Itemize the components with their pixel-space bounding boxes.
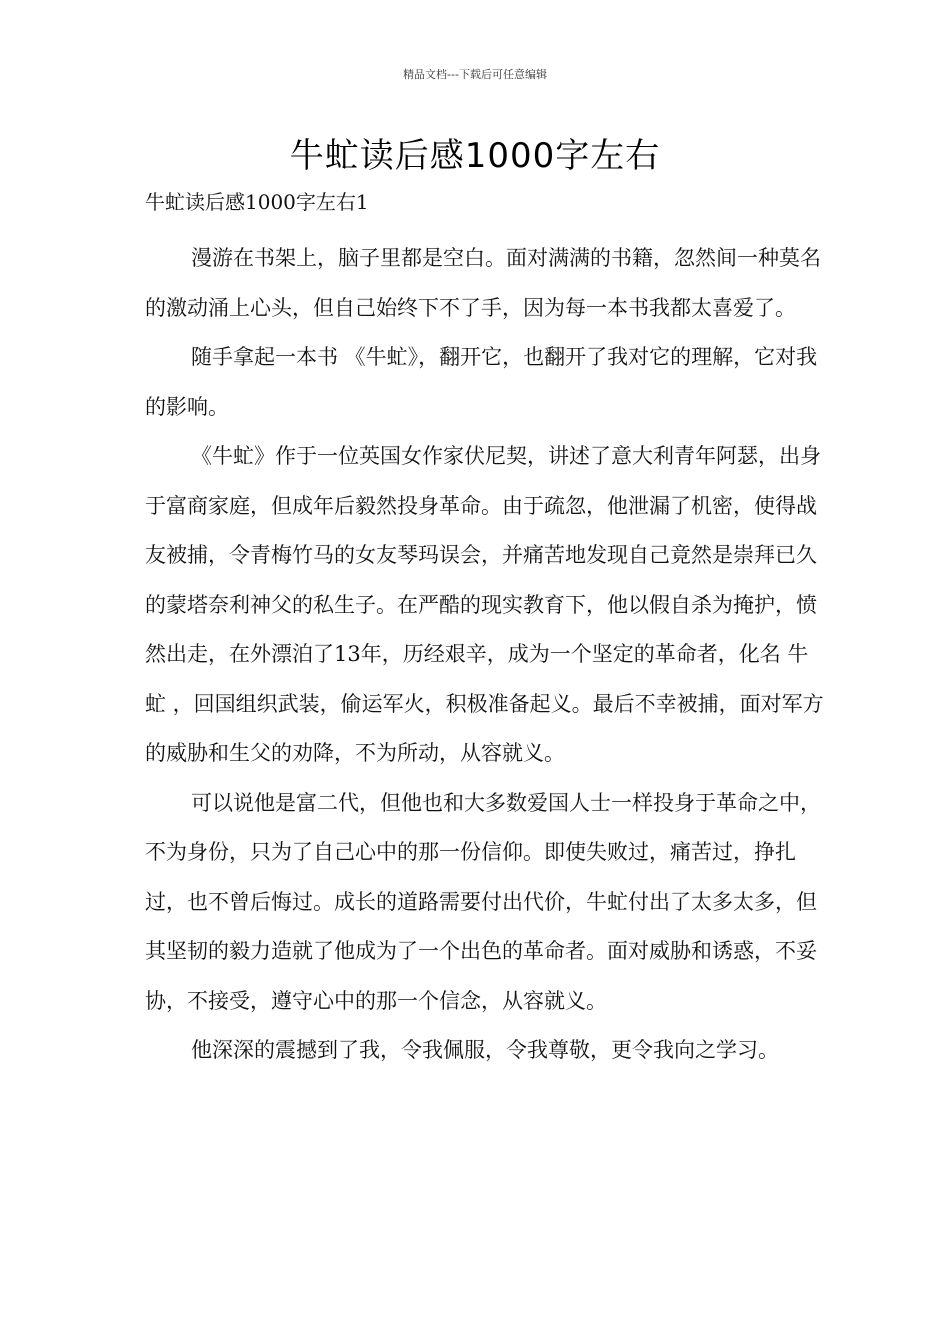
paragraph-text: 《牛虻》作于一位英国女作家伏尼契，讲述了意大利青年阿瑟，出身于富商家庭，但成年后毅然投身革命。由于疏忽，他泄漏了机密，使得战友被捕，令青梅竹马的女友琴玛误会，并痛苦地发现自己竟然是崇拜已久的蒙塔奈利神父的私生子。在严酷的现实教育下，他以假自杀为掩护，愤然出走，在外漂泊了13年，历经艰辛，成为一个坚定的革命者，化名 牛虻 ，回国组织武装，偷运军火，积极准备起义。最后不幸被捕，面对军方的威胁和生父的劝降，不为所动，从容就义。 [145,444,824,765]
paragraph-text: 随手拿起一本书 《牛虻》，翻开它，也翻开了我对它的理解，它对我的影响。 [145,345,818,419]
header-note: 精品文档---下载后可任意编辑 [403,68,547,81]
document-title: 牛虻读后感1000字左右 [289,136,661,176]
paragraph-text: 他深深的震撼到了我，令我佩服，令我尊敬，更令我向之学习。 [191,1038,779,1062]
document-subtitle: 牛虻读后感1000字左右1 [145,190,369,214]
paragraph [145,234,825,333]
paragraph-text: 可以说他是富二代，但他也和大多数爱国人士一样投身于革命之中，不为身份，只为了自己心中的那一份信仰。即使失败过，痛苦过，挣扎过，也不曾后悔过。成长的道路需要付出代价，牛虻付出了太多太多，但其坚韧的毅力造就了他成为了一个出色的革命者。面对威胁和诱惑，不妥协，不接受，遵守心中的那一个信念，从容就义。 [145,790,821,1013]
paragraph [145,333,825,432]
document-body [145,234,825,1076]
paragraph [145,1026,825,1076]
paragraph-text: 漫游在书架上，脑子里都是空白。面对满满的书籍，忽然间一种莫名的激动涌上心头，但自己始终下不了手，因为每一本书我都太喜爱了。 [145,246,821,320]
paragraph [145,432,825,779]
paragraph [145,779,825,1027]
